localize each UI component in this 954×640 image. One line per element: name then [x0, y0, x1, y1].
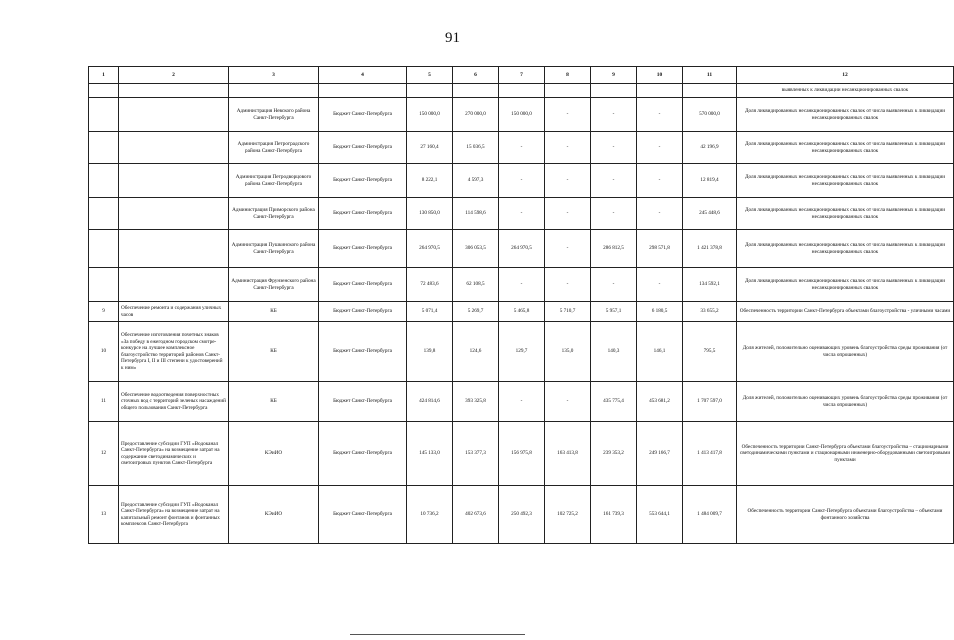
table-cell-col9: -	[591, 198, 637, 230]
table-cell-col9: -	[591, 268, 637, 302]
table-cell-col3: КБ	[229, 382, 319, 422]
table-cell-col8: 5 710,7	[545, 302, 591, 322]
table-cell-col4: Бюджет Санкт-Петербурга	[319, 132, 407, 164]
table-cell-col2	[119, 98, 229, 132]
table-cell-col2: Предоставление субсидии ГУП «Водоканал Санкт-Петербурга» на возмещение затрат на капитальный ремонт фонтанов и фонтанных комплексов Санкт-Петербурга	[119, 486, 229, 544]
table-cell-col2: Предоставление субсидии ГУП «Водоканал Санкт-Петербурга» на возмещение затрат на содержание светодинамических и светоигровых пунктов Санкт-Петербурга	[119, 422, 229, 486]
table-cell-col1: 10	[89, 322, 119, 382]
table-cell-col3: Администрация Петроградского района Санкт-Петербурга	[229, 132, 319, 164]
table-cell-col10: 146,1	[637, 322, 683, 382]
table-cell-col5: 139,8	[407, 322, 453, 382]
table-cell-col3: Администрация Петродворцового района Санкт-Петербурга	[229, 164, 319, 198]
table-cell-col11: 12 819,4	[683, 164, 737, 198]
table-cell-col5: 72 483,6	[407, 268, 453, 302]
table-cell-col5: 130 850,0	[407, 198, 453, 230]
table-cell-col6: 62 108,5	[453, 268, 499, 302]
header-cell: 10	[637, 67, 683, 84]
table-cell-col10: -	[637, 98, 683, 132]
table-cell-col10: 553 644,1	[637, 486, 683, 544]
table-cell-col2	[119, 164, 229, 198]
table-cell-col8: -	[545, 198, 591, 230]
table-cell-col11: 795,5	[683, 322, 737, 382]
table-cell-col3: КЭиИО	[229, 486, 319, 544]
table-cell-col4: Бюджет Санкт-Петербурга	[319, 98, 407, 132]
table-row	[89, 422, 954, 486]
table-cell-col1	[89, 164, 119, 198]
table-cell-col12: Обеспеченность территории Санкт-Петербурга объектами благоустройства - уличными часами	[737, 302, 954, 322]
table-cell-col3: КБ	[229, 302, 319, 322]
table-cell-col4: Бюджет Санкт-Петербурга	[319, 302, 407, 322]
header-cell: 5	[407, 67, 453, 84]
header-cell: 6	[453, 67, 499, 84]
table-cell-col6: 393 325,8	[453, 382, 499, 422]
table-cell-col3: КБ	[229, 322, 319, 382]
header-cell: 3	[229, 67, 319, 84]
table-cell-col7: -	[499, 198, 545, 230]
table-cell-col11: 42 196,9	[683, 132, 737, 164]
table-cell-col12: Обеспеченность территории Санкт-Петербурга объектами благоустройства – стационарными светодинамическими пунктами и стационарными инженерно-оборудованными светоигровыми пунктами	[737, 422, 954, 486]
table-cell-col2: Обеспечение изготовления почетных знаков «За победу в ежегодном городском смотре-конкурсе на лучшее комплексное благоустройство территорий районов Санкт-Петербурга I, II и III степени к удостоверений к ним»	[119, 322, 229, 382]
table-cell-col10: -	[637, 198, 683, 230]
table-cell-col7: -	[499, 164, 545, 198]
table-cell-col12: Доля жителей, положительно оценивающих уровень благоустройства среды проживания (от числа опрошенных)	[737, 382, 954, 422]
table-row	[89, 230, 954, 268]
table-cell-col1: 9	[89, 302, 119, 322]
table-cell-col3: Администрация Приморского района Санкт-Петербурга	[229, 198, 319, 230]
table-cell-col5: 264 970,5	[407, 230, 453, 268]
table-cell-col9: 5 957,1	[591, 302, 637, 322]
header-row	[89, 67, 954, 84]
table-cell-col7: -	[499, 268, 545, 302]
table-cell-col3: Администрация Невского района Санкт-Петербурга	[229, 98, 319, 132]
table-row	[89, 98, 954, 132]
table-cell-col7: 264 970,5	[499, 230, 545, 268]
table-cell-col4: Бюджет Санкт-Петербурга	[319, 486, 407, 544]
table-cell-col6: 306 053,5	[453, 230, 499, 268]
table-cell-col6: 15 036,5	[453, 132, 499, 164]
table-cell-col12: Доля ликвидированных несанкционированных свалок от числа выявленных к ликвидации несанкционированных свалок	[737, 132, 954, 164]
table-cell-col8: -	[545, 382, 591, 422]
table-cell-col9: 161 739,3	[591, 486, 637, 544]
table-cell-col5: 145 133,0	[407, 422, 453, 486]
table-cell-col5: 150 000,0	[407, 98, 453, 132]
table-cell-col6: 114 598,6	[453, 198, 499, 230]
table-cell-col3: КЭиИО	[229, 422, 319, 486]
table-cell-col4: Бюджет Санкт-Петербурга	[319, 268, 407, 302]
table-cell-col10: -	[637, 132, 683, 164]
table-cell-col11: 570 000,0	[683, 98, 737, 132]
table-cell-col8: -	[545, 132, 591, 164]
table-cell-col4: Бюджет Санкт-Петербурга	[319, 230, 407, 268]
table-cell-col2	[119, 132, 229, 164]
page-number: 91	[445, 30, 460, 46]
table-cell-col7: 129,7	[499, 322, 545, 382]
table-cell-col12: Доля ликвидированных несанкционированных свалок от числа выявленных к ликвидации несанкционированных свалок	[737, 98, 954, 132]
table-cell-col1	[89, 268, 119, 302]
table-cell-col6: 270 000,0	[453, 98, 499, 132]
table-cell-col10	[637, 84, 683, 98]
table-cell-col5: 10 736,2	[407, 486, 453, 544]
table-cell-col1	[89, 98, 119, 132]
header-cell: 11	[683, 67, 737, 84]
header-cell: 12	[737, 67, 954, 84]
table-cell-col11	[683, 84, 737, 98]
table-cell-col6: 4 597,3	[453, 164, 499, 198]
table-cell-col8: -	[545, 230, 591, 268]
table-cell-col1	[89, 132, 119, 164]
table-row	[89, 322, 954, 382]
table-cell-col4	[319, 84, 407, 98]
table-cell-col6	[453, 84, 499, 98]
table-cell-col4: Бюджет Санкт-Петербурга	[319, 382, 407, 422]
table-cell-col12: Доля ликвидированных несанкционированных свалок от числа выявленных к ликвидации несанкционированных свалок	[737, 268, 954, 302]
table-cell-col11: 134 592,1	[683, 268, 737, 302]
table-cell-col12: выявленных к ликвидации несанкционированных свалок	[737, 84, 954, 98]
table-cell-col10: 6 180,5	[637, 302, 683, 322]
table-cell-col12: Доля ликвидированных несанкционированных свалок от числа выявленных к ликвидации несанкционированных свалок	[737, 164, 954, 198]
header-cell: 8	[545, 67, 591, 84]
table-cell-col7: 5 465,8	[499, 302, 545, 322]
table-cell-col9: 286 812,5	[591, 230, 637, 268]
table-cell-col5: 8 222,1	[407, 164, 453, 198]
table-cell-col7: 250 492,3	[499, 486, 545, 544]
table-row	[89, 486, 954, 544]
table-cell-col9	[591, 84, 637, 98]
table-cell-col12: Доля жителей, положительно оценивающих уровень благоустройства среды проживания (от числа опрошенных)	[737, 322, 954, 382]
table-cell-col4: Бюджет Санкт-Петербурга	[319, 422, 407, 486]
table-cell-col2	[119, 230, 229, 268]
table-cell-col12: Доля ликвидированных несанкционированных свалок от числа выявленных к ликвидации несанкционированных свалок	[737, 198, 954, 230]
table-cell-col8: -	[545, 268, 591, 302]
table-cell-col5: 27 160,4	[407, 132, 453, 164]
table-row	[89, 84, 954, 98]
table-cell-col5: 424 814,6	[407, 382, 453, 422]
table-cell-col2: Обеспечение ремонта и содержания уличных часов	[119, 302, 229, 322]
table-cell-col9: 140,3	[591, 322, 637, 382]
table-cell-col6: 402 673,6	[453, 486, 499, 544]
table-cell-col7: -	[499, 382, 545, 422]
table-cell-col12: Обеспеченность территории Санкт-Петербурга объектами благоустройства – объектами фонтанного хозяйства	[737, 486, 954, 544]
header-cell: 9	[591, 67, 637, 84]
table-cell-col2	[119, 268, 229, 302]
table-cell-col1: 11	[89, 382, 119, 422]
table-cell-col7: 156 975,8	[499, 422, 545, 486]
table-cell-col7	[499, 84, 545, 98]
table-cell-col1: 12	[89, 422, 119, 486]
table-cell-col10: 298 571,8	[637, 230, 683, 268]
table-cell-col11: 33 655,2	[683, 302, 737, 322]
table-cell-col10: 249 166,7	[637, 422, 683, 486]
table-cell-col6: 5 269,7	[453, 302, 499, 322]
table-cell-col4: Бюджет Санкт-Петербурга	[319, 322, 407, 382]
table-row	[89, 164, 954, 198]
table-cell-col3	[229, 84, 319, 98]
header-cell: 4	[319, 67, 407, 84]
table-cell-col4: Бюджет Санкт-Петербурга	[319, 198, 407, 230]
table-cell-col11: 1 707 597,0	[683, 382, 737, 422]
table-cell-col9: 239 353,2	[591, 422, 637, 486]
table-cell-col1	[89, 230, 119, 268]
table-cell-col10: -	[637, 268, 683, 302]
table-cell-col9: 435 775,4	[591, 382, 637, 422]
table-cell-col8: 135,0	[545, 322, 591, 382]
table-cell-col9: -	[591, 164, 637, 198]
table-cell-col2: Обеспечение водоотведения поверхностных сточных вод с территорий зеленых насаждений общего пользования Санкт-Петербурга	[119, 382, 229, 422]
table-cell-col5	[407, 84, 453, 98]
table-cell-col7: -	[499, 132, 545, 164]
table-cell-col4: Бюджет Санкт-Петербурга	[319, 164, 407, 198]
table-cell-col12: Доля ликвидированных несанкционированных свалок от числа выявленных к ликвидации несанкционированных свалок	[737, 230, 954, 268]
table-cell-col10: -	[637, 164, 683, 198]
table-cell-col8: -	[545, 164, 591, 198]
table-cell-col1	[89, 198, 119, 230]
table-cell-col7: 150 000,0	[499, 98, 545, 132]
table-cell-col8: 163 413,8	[545, 422, 591, 486]
table-cell-col3: Администрация Пушкинского района Санкт-Петербурга	[229, 230, 319, 268]
table-cell-col8: -	[545, 98, 591, 132]
table-cell-col1	[89, 84, 119, 98]
table-row	[89, 198, 954, 230]
table-cell-col11: 245 448,6	[683, 198, 737, 230]
table-row	[89, 268, 954, 302]
table-cell-col6: 124,6	[453, 322, 499, 382]
table-cell-col2	[119, 198, 229, 230]
table-cell-col8: 102 725,2	[545, 486, 591, 544]
table-cell-col9: -	[591, 132, 637, 164]
header-cell: 1	[89, 67, 119, 84]
table-cell-col3: Администрация Фрунзенского района Санкт-Петербурга	[229, 268, 319, 302]
header-cell: 2	[119, 67, 229, 84]
budget-table	[88, 66, 954, 544]
table-cell-col11: 1 484 009,7	[683, 486, 737, 544]
table-cell-col6: 153 377,3	[453, 422, 499, 486]
table-cell-col1: 13	[89, 486, 119, 544]
table-cell-col10: 453 681,2	[637, 382, 683, 422]
table-cell-col5: 5 071,4	[407, 302, 453, 322]
table-cell-col11: 1 421 378,8	[683, 230, 737, 268]
header-cell: 7	[499, 67, 545, 84]
table-row	[89, 302, 954, 322]
table-row	[89, 382, 954, 422]
table-cell-col9: -	[591, 98, 637, 132]
footer-divider	[350, 634, 525, 635]
table-cell-col2	[119, 84, 229, 98]
table-row	[89, 132, 954, 164]
table-cell-col8	[545, 84, 591, 98]
table-cell-col11: 1 413 417,8	[683, 422, 737, 486]
